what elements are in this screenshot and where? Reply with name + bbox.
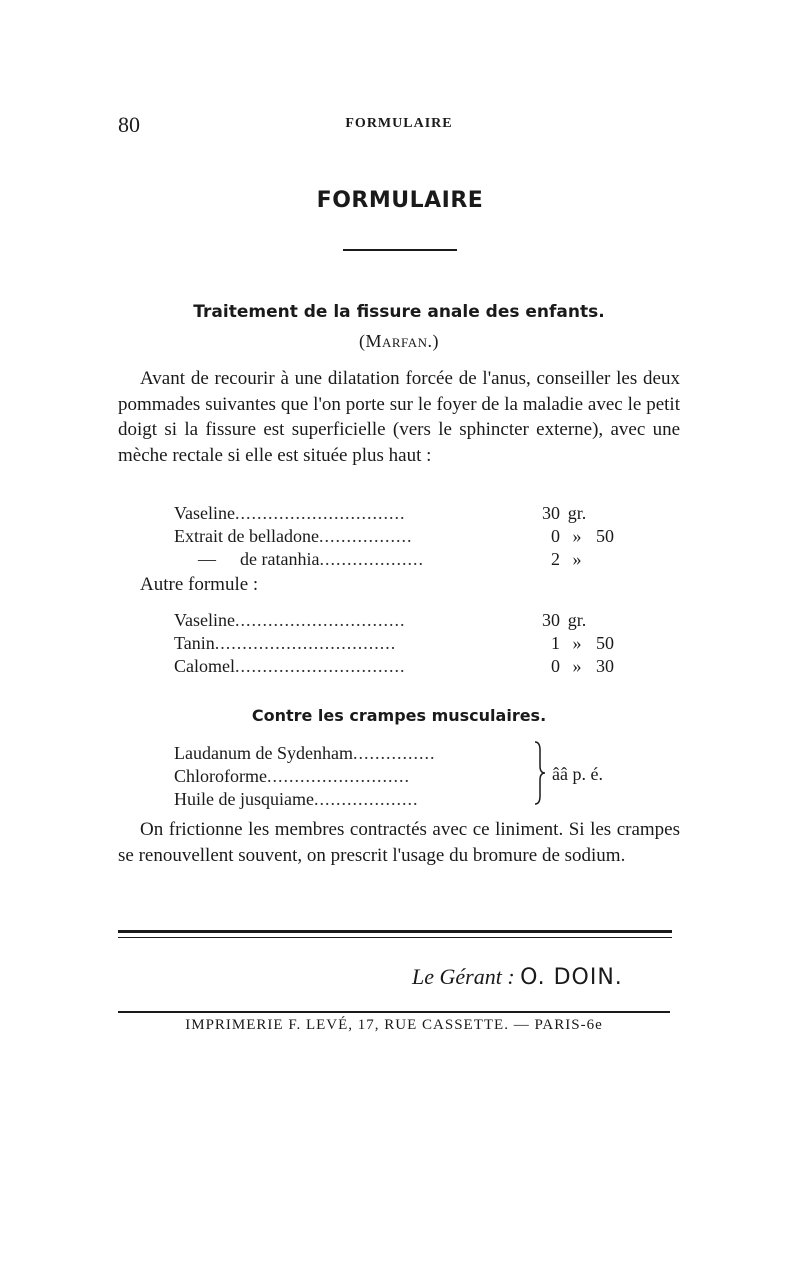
ingredient-name: Huile de jusquiame................... bbox=[174, 789, 419, 809]
recipe-row bbox=[174, 525, 634, 548]
running-head bbox=[118, 112, 680, 138]
gerant-line bbox=[412, 964, 623, 990]
other-formula-label: Autre formule : bbox=[140, 574, 259, 595]
running-title: FORMULAIRE bbox=[345, 116, 453, 131]
cramps-paragraph: On frictionne les membres contractés avec ce liniment. Si les crampes se renouvellent souvent, on prescrit l'usage du bromure de sodium. bbox=[118, 819, 680, 866]
intro-paragraph: Avant de recourir à une dilatation forcée de l'anus, conseiller les deux pommades suivantes que l'on porte sur le foyer de la maladie avec le petit doigt si la fissure est superficielle (vers le sphincter externe), avec une mèche rectale si elle est située plus haut : bbox=[118, 368, 680, 466]
ingredient-qty: 0 bbox=[551, 656, 560, 676]
ingredient-qty: 0 bbox=[551, 526, 560, 546]
recipe-row bbox=[174, 609, 634, 632]
footer-rule-thin bbox=[118, 937, 672, 938]
ingredient-name: Tanin................................. bbox=[174, 633, 397, 653]
imprint-rule bbox=[118, 1011, 670, 1013]
ingredient-name: Chloroforme.......................... bbox=[174, 766, 410, 786]
ingredient-fraction: 50 bbox=[596, 526, 614, 546]
recipe-1 bbox=[174, 502, 634, 571]
footer-rule-thick bbox=[118, 930, 672, 933]
recipe-2 bbox=[174, 609, 634, 678]
brace bbox=[532, 740, 546, 806]
ingredient-unit: gr. bbox=[567, 503, 587, 523]
ingredient-qty: 30 bbox=[542, 610, 560, 630]
imprint: IMPRIMERIE F. LEVÉ, 17, RUE CASSETTE. — PARIS-6e bbox=[185, 1017, 603, 1033]
recipe-row bbox=[174, 742, 534, 765]
recipe-3 bbox=[174, 742, 534, 811]
ingredient-qty: 1 bbox=[551, 633, 560, 653]
ingredient-unit: gr. bbox=[567, 610, 587, 630]
ingredient-unit: » bbox=[572, 633, 582, 653]
gerant-name: O. DOIN. bbox=[520, 965, 623, 990]
page-number: 80 bbox=[118, 112, 140, 137]
ingredient-fraction: 50 bbox=[596, 633, 614, 653]
dose-label: ââ p. é. bbox=[552, 764, 603, 784]
ingredient-unit: » bbox=[572, 656, 582, 676]
recipe-row bbox=[174, 502, 634, 525]
recipe-row bbox=[174, 548, 634, 571]
section-title: FORMULAIRE bbox=[316, 188, 484, 213]
ingredient-name: Laudanum de Sydenham............... bbox=[174, 743, 436, 763]
recipe-row bbox=[174, 632, 634, 655]
title-rule bbox=[343, 249, 457, 251]
ingredient-qty: 2 bbox=[551, 549, 560, 569]
article-title: Traitement de la fissure anale des enfants. bbox=[193, 302, 605, 322]
recipe-row bbox=[174, 788, 534, 811]
recipe-row bbox=[174, 655, 634, 678]
ingredient-name: — de ratanhia................... bbox=[198, 549, 424, 569]
recipe-row bbox=[174, 765, 534, 788]
article-author: (Marfan.) bbox=[358, 331, 440, 351]
ingredient-unit: » bbox=[572, 549, 582, 569]
ingredient-name: Calomel............................... bbox=[174, 656, 406, 676]
ingredient-fraction: 30 bbox=[596, 656, 614, 676]
ingredient-unit: » bbox=[572, 526, 582, 546]
gerant-label: Le Gérant : bbox=[412, 964, 515, 989]
ingredient-qty: 30 bbox=[542, 503, 560, 523]
ingredient-name: Extrait de belladone................. bbox=[174, 526, 413, 546]
ingredient-name: Vaseline............................... bbox=[174, 503, 406, 523]
cramps-title: Contre les crampes musculaires. bbox=[251, 706, 547, 725]
ingredient-name: Vaseline............................... bbox=[174, 610, 406, 630]
